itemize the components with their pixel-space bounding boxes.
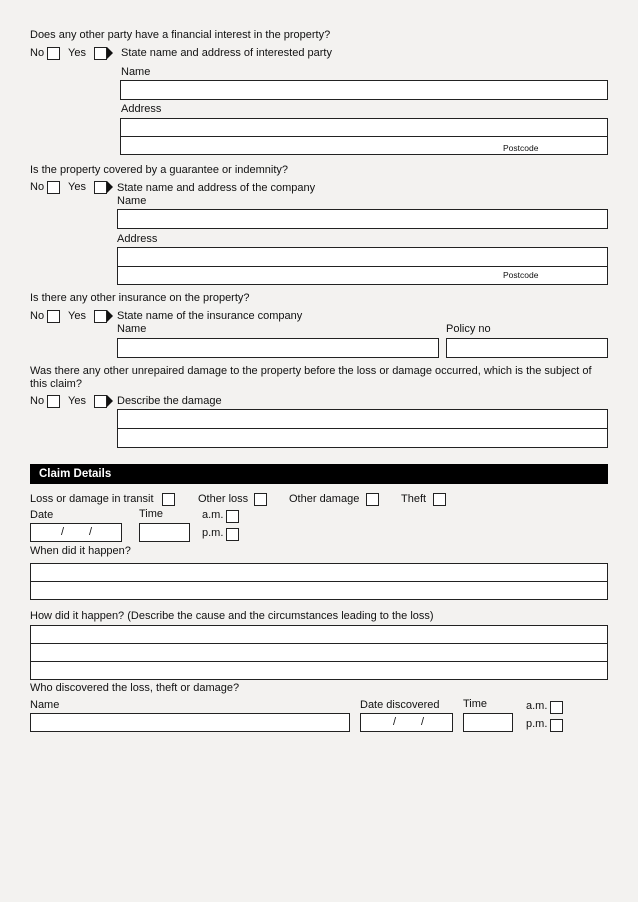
arrow-right-icon (107, 181, 113, 193)
no-label: No (30, 181, 45, 193)
q1-no-checkbox[interactable] (47, 47, 60, 60)
arrow-right-icon (107, 395, 113, 407)
insurance-company-name-field[interactable] (117, 338, 439, 358)
policy-number-field[interactable] (446, 338, 608, 358)
name-label: Name (117, 323, 147, 335)
how-field-line1[interactable] (30, 625, 608, 644)
arrow-right-icon (107, 310, 113, 322)
postcode-label: Postcode (503, 270, 539, 280)
q2-no-checkbox[interactable] (47, 181, 60, 194)
question-other-insurance: Is there any other insurance on the property? (30, 292, 250, 304)
date-discovered-label: Date discovered (360, 699, 440, 711)
time-label: Time (139, 508, 164, 520)
damage-description-line1[interactable] (117, 409, 608, 429)
question-financial-interest: Does any other party have a financial interest in the property? (30, 29, 331, 41)
yes-label: Yes (68, 181, 86, 193)
time-label: Time (463, 698, 488, 710)
claim-details-heading: Claim Details (30, 464, 608, 484)
company-name-field[interactable] (117, 209, 608, 229)
discovered-pm-checkbox[interactable] (550, 719, 563, 732)
address-label: Address (121, 103, 162, 115)
address-label: Address (117, 233, 158, 245)
claim-type-other-damage-label: Other damage (289, 493, 360, 505)
date-discovered-field[interactable] (360, 713, 453, 732)
claim-type-transit-checkbox[interactable] (162, 493, 175, 506)
q3-no-checkbox[interactable] (47, 310, 60, 323)
pm-label: p.m. (202, 527, 224, 539)
pm-checkbox[interactable] (226, 528, 239, 541)
when-field-line2[interactable] (30, 581, 608, 600)
date-separator: / (421, 716, 425, 728)
arrow-right-icon (107, 47, 113, 59)
am-label: a.m. (202, 509, 224, 521)
am-label: a.m. (526, 700, 548, 712)
q4-yes-checkbox[interactable] (94, 395, 107, 408)
name-label: Name (117, 195, 147, 207)
claim-type-other-damage-checkbox[interactable] (366, 493, 379, 506)
instruction-company: State name and address of the company (117, 182, 316, 194)
claim-type-theft-checkbox[interactable] (433, 493, 446, 506)
date-separator: / (61, 526, 65, 538)
date-separator: / (393, 716, 397, 728)
instruction-interested-party: State name and address of interested party (121, 47, 332, 59)
postcode-label: Postcode (503, 143, 539, 153)
no-label: No (30, 310, 45, 322)
interested-party-address-line1[interactable] (120, 118, 608, 137)
date-separator: / (89, 526, 93, 538)
how-label: How did it happen? (Describe the cause and the circumstances leading to the loss) (30, 610, 434, 622)
pm-label: p.m. (526, 718, 548, 730)
am-checkbox[interactable] (226, 510, 239, 523)
claim-type-other-loss-checkbox[interactable] (254, 493, 267, 506)
no-label: No (30, 395, 45, 407)
claim-type-other-loss-label: Other loss (198, 493, 249, 505)
policy-no-label: Policy no (446, 323, 491, 335)
when-field-line1[interactable] (30, 563, 608, 582)
yes-label: Yes (68, 47, 86, 59)
name-label: Name (121, 66, 151, 78)
yes-label: Yes (68, 310, 86, 322)
how-field-line3[interactable] (30, 661, 608, 680)
claim-time-field[interactable] (139, 523, 190, 542)
q4-no-checkbox[interactable] (47, 395, 60, 408)
when-label: When did it happen? (30, 545, 131, 557)
damage-description-line2[interactable] (117, 428, 608, 448)
discoverer-name-label: Name (30, 699, 60, 711)
question-guarantee: Is the property covered by a guarantee or indemnity? (30, 164, 289, 176)
claim-type-transit-label: Loss or damage in transit (30, 493, 154, 505)
q1-yes-checkbox[interactable] (94, 47, 107, 60)
date-label: Date (30, 509, 54, 521)
no-label: No (30, 47, 45, 59)
q2-yes-checkbox[interactable] (94, 181, 107, 194)
yes-label: Yes (68, 395, 86, 407)
who-label: Who discovered the loss, theft or damage? (30, 682, 240, 694)
discovered-time-field[interactable] (463, 713, 513, 732)
question-unrepaired-damage: Was there any other unrepaired damage to the property before the loss or damage occurred, which is the subject of this claim? (30, 365, 592, 390)
q3-yes-checkbox[interactable] (94, 310, 107, 323)
company-address-line1[interactable] (117, 247, 608, 267)
how-field-line2[interactable] (30, 643, 608, 662)
instruction-describe-damage: Describe the damage (117, 395, 222, 407)
discoverer-name-field[interactable] (30, 713, 350, 732)
discovered-am-checkbox[interactable] (550, 701, 563, 714)
claim-type-theft-label: Theft (401, 493, 427, 505)
claim-date-field[interactable] (30, 523, 122, 542)
instruction-insurance-company: State name of the insurance company (117, 310, 303, 322)
interested-party-name-field[interactable] (120, 80, 608, 100)
